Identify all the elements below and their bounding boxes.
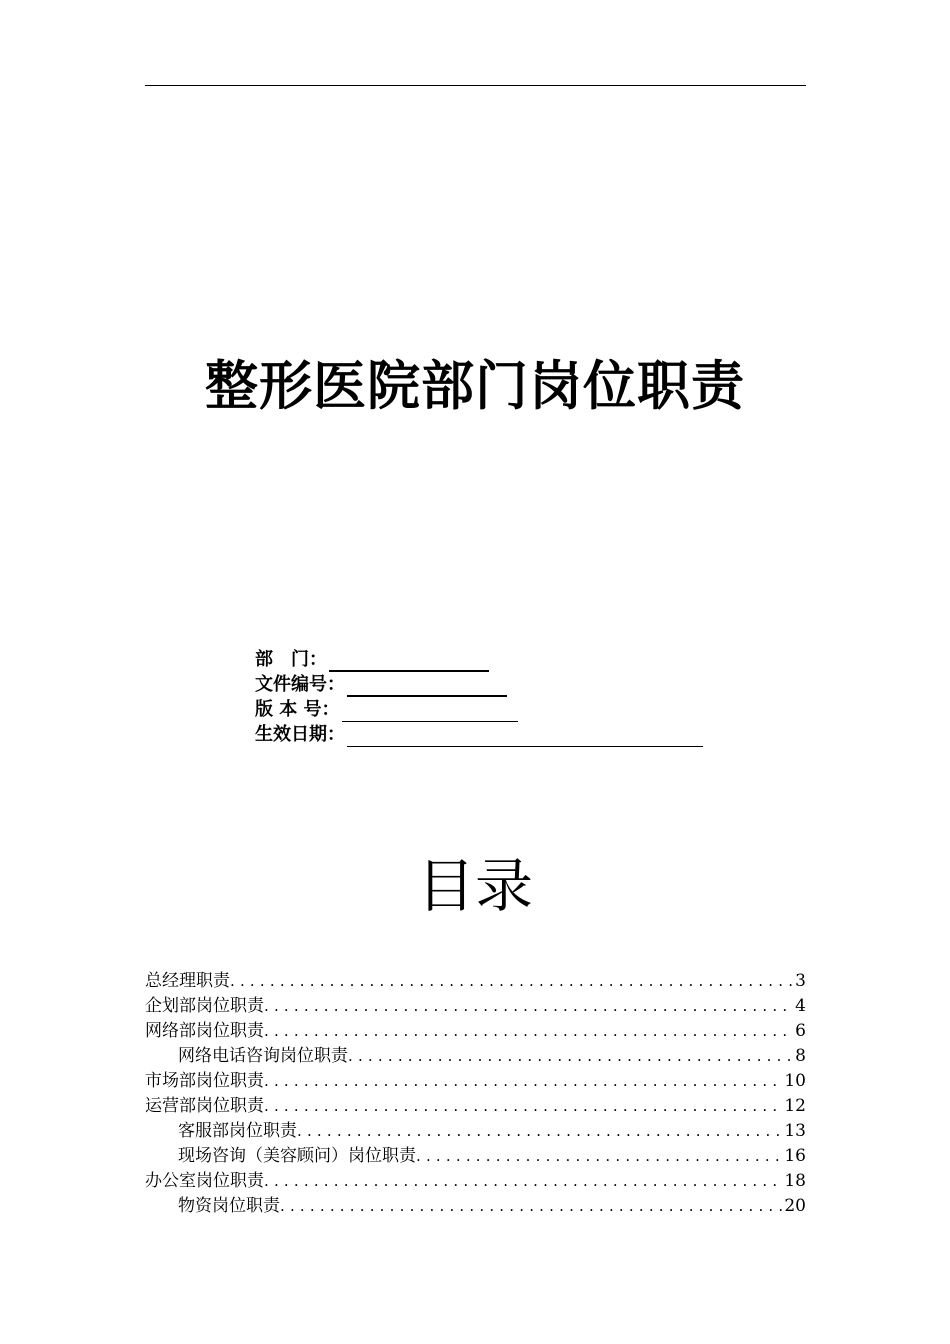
file-number-field[interactable] (347, 675, 507, 697)
effective-date-field[interactable] (347, 726, 703, 747)
toc-item-page: 13 (784, 1121, 806, 1141)
toc-item-page: 16 (784, 1146, 806, 1166)
department-label: 部 门： (255, 649, 327, 670)
toc-item-text: 企划部岗位职责 (145, 996, 264, 1016)
version-label: 版 本 号： (255, 699, 340, 720)
file-number-label: 文件编号： (255, 674, 345, 695)
toc-item-text: 办公室岗位职责 (145, 1171, 264, 1191)
document-meta (255, 647, 703, 747)
toc-item[interactable] (145, 969, 806, 994)
toc-item[interactable] (145, 994, 806, 1019)
toc-leader-dots (264, 1019, 793, 1044)
toc-item[interactable] (145, 1019, 806, 1044)
toc-item-page: 3 (795, 971, 806, 991)
toc-leader-dots (416, 1144, 782, 1169)
toc-item-page: 6 (795, 1021, 806, 1041)
toc-item-text: 市场部岗位职责 (145, 1071, 264, 1091)
toc-item-text: 网络电话咨询岗位职责 (178, 1046, 348, 1066)
toc-leader-dots (264, 1094, 782, 1119)
document-title: 整形医院部门岗位职责 (205, 356, 745, 417)
header-rule (145, 85, 806, 86)
toc-item[interactable] (145, 1194, 806, 1219)
meta-file-number-row (255, 672, 703, 697)
toc-item-text: 物资岗位职责 (178, 1196, 280, 1216)
toc-leader-dots (264, 994, 793, 1019)
toc-item-text: 网络部岗位职责 (145, 1021, 264, 1041)
meta-department-row (255, 647, 703, 672)
toc-item[interactable] (145, 1044, 806, 1069)
toc-leader-dots (280, 1194, 782, 1219)
toc-item-page: 10 (784, 1071, 806, 1091)
meta-effective-date-row (255, 722, 703, 747)
toc-item-text: 现场咨询（美容顾问）岗位职责 (178, 1146, 416, 1166)
toc-heading: 目录 (416, 852, 533, 920)
toc-item-text: 客服部岗位职责 (178, 1121, 297, 1141)
department-field[interactable] (329, 650, 489, 672)
toc-item-page: 4 (795, 996, 806, 1016)
toc-leader-dots (348, 1044, 793, 1069)
version-field[interactable] (342, 701, 518, 722)
toc-item[interactable] (145, 1069, 806, 1094)
toc-item-text: 总经理职责 (145, 971, 230, 991)
toc-item-page: 18 (784, 1171, 806, 1191)
toc-item[interactable] (145, 1119, 806, 1144)
toc-item[interactable] (145, 1094, 806, 1119)
toc-item[interactable] (145, 1169, 806, 1194)
meta-version-row (255, 697, 703, 722)
toc-leader-dots (264, 1069, 782, 1094)
toc-item-page: 8 (795, 1046, 806, 1066)
toc-item-page: 12 (784, 1096, 806, 1116)
toc-item[interactable] (145, 1144, 806, 1169)
toc-item-page: 20 (784, 1196, 806, 1216)
table-of-contents (145, 969, 806, 1219)
toc-item-text: 运营部岗位职责 (145, 1096, 264, 1116)
toc-leader-dots (297, 1119, 782, 1144)
toc-leader-dots (230, 969, 793, 994)
effective-date-label: 生效日期： (255, 724, 345, 745)
toc-leader-dots (264, 1169, 782, 1194)
